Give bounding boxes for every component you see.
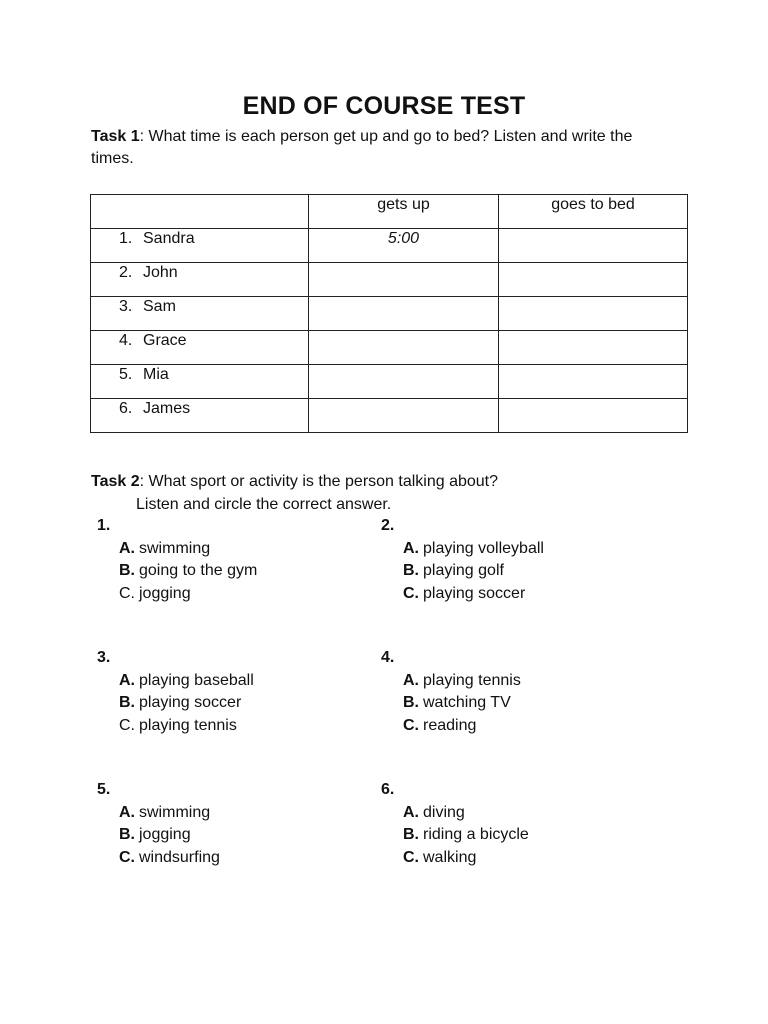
option-letter: A. [403, 671, 419, 689]
task1-text: : What time is each person get up and go to bed? Listen and write the times. [91, 128, 633, 167]
option-letter: C. [119, 848, 135, 866]
question-number: 2. [381, 517, 395, 534]
question-number: 1. [97, 517, 111, 534]
option-text: jogging [139, 584, 191, 602]
task1-instructions [91, 126, 671, 170]
option-a[interactable] [375, 670, 521, 693]
question-6 [375, 779, 529, 869]
option-c[interactable] [375, 847, 529, 870]
gets-up-cell[interactable] [309, 263, 499, 297]
option-a[interactable] [91, 538, 257, 561]
goes-to-bed-cell[interactable] [499, 297, 688, 331]
option-letter: A. [403, 539, 419, 557]
option-text: windsurfing [139, 848, 220, 866]
person-name: Sandra [143, 230, 195, 247]
header-name [91, 195, 309, 229]
goes-to-bed-cell[interactable] [499, 229, 688, 263]
table-row [91, 263, 688, 297]
option-c[interactable] [91, 847, 220, 870]
gets-up-cell[interactable] [309, 399, 499, 433]
option-a[interactable] [375, 538, 544, 561]
question-4 [375, 647, 521, 737]
table-row [91, 297, 688, 331]
option-letter: C. [403, 716, 419, 734]
table-row [91, 365, 688, 399]
option-text: playing tennis [423, 671, 521, 689]
task2-line2: Listen and circle the correct answer. [136, 496, 392, 513]
option-letter: C. [403, 584, 419, 602]
option-b[interactable] [91, 824, 220, 847]
option-letter: B. [119, 826, 135, 843]
name-cell [91, 331, 309, 365]
person-name: Mia [143, 366, 169, 383]
option-c[interactable] [375, 583, 544, 606]
times-table [90, 194, 688, 433]
option-letter: B. [119, 562, 135, 579]
task2-text: : What sport or activity is the person talking about? [139, 473, 499, 490]
option-letter: C. [403, 848, 419, 866]
question-number: 6. [381, 781, 395, 798]
question-2 [375, 515, 544, 605]
option-text: jogging [139, 826, 191, 843]
option-text: playing soccer [423, 584, 526, 602]
option-letter: B. [403, 826, 419, 843]
option-b[interactable] [375, 824, 529, 847]
option-text: reading [423, 716, 477, 734]
row-number: 4. [119, 332, 133, 349]
option-letter: B. [403, 694, 419, 711]
person-name: Sam [143, 298, 176, 315]
option-a[interactable] [375, 802, 529, 825]
goes-to-bed-cell[interactable] [499, 263, 688, 297]
table-row [91, 399, 688, 433]
person-name: Grace [143, 332, 187, 349]
option-text: playing tennis [139, 716, 237, 734]
question-3 [91, 647, 254, 737]
option-text: swimming [139, 803, 211, 821]
option-letter: C. [119, 716, 135, 734]
task2-instructions [91, 470, 498, 516]
header-gets-up: gets up [309, 195, 499, 229]
option-letter: A. [119, 671, 135, 689]
name-cell [91, 399, 309, 433]
gets-up-value: 5:00 [387, 230, 420, 247]
row-number: 3. [119, 298, 133, 315]
option-text: walking [423, 848, 477, 866]
name-cell [91, 263, 309, 297]
option-text: riding a bicycle [423, 826, 529, 843]
option-text: going to the gym [139, 562, 258, 579]
option-b[interactable] [375, 692, 521, 715]
question-number: 5. [97, 781, 111, 798]
option-text: playing baseball [139, 671, 254, 689]
row-number: 1. [119, 230, 133, 247]
question-number: 4. [381, 649, 395, 666]
table-row [91, 331, 688, 365]
name-cell [91, 365, 309, 399]
option-letter: B. [403, 562, 419, 579]
goes-to-bed-cell[interactable] [499, 365, 688, 399]
task1-label: Task 1 [91, 128, 140, 145]
task2-label: Task 2 [91, 473, 140, 490]
option-a[interactable] [91, 670, 254, 693]
gets-up-cell[interactable] [309, 365, 499, 399]
goes-to-bed-cell[interactable] [499, 399, 688, 433]
row-number: 2. [119, 264, 133, 281]
option-c[interactable] [91, 715, 254, 738]
gets-up-cell[interactable] [309, 229, 499, 263]
question-1 [91, 515, 257, 605]
name-cell [91, 297, 309, 331]
option-b[interactable] [91, 560, 257, 583]
option-text: swimming [139, 539, 211, 557]
option-letter: A. [403, 803, 419, 821]
person-name: James [143, 400, 191, 417]
table-header-row [91, 195, 688, 229]
option-text: diving [423, 803, 465, 821]
option-c[interactable] [375, 715, 521, 738]
person-name: John [143, 264, 178, 281]
gets-up-cell[interactable] [309, 297, 499, 331]
row-number: 5. [119, 366, 133, 383]
option-letter: B. [119, 694, 135, 711]
goes-to-bed-cell[interactable] [499, 331, 688, 365]
option-b[interactable] [91, 692, 254, 715]
option-text: watching TV [423, 694, 511, 711]
option-letter: C. [119, 584, 135, 602]
header-goes-to-bed: goes to bed [499, 195, 688, 229]
option-a[interactable] [91, 802, 220, 825]
row-number: 6. [119, 400, 133, 417]
option-text: playing volleyball [423, 539, 544, 557]
gets-up-cell[interactable] [309, 331, 499, 365]
task2-line1 [91, 470, 498, 493]
question-number: 3. [97, 649, 111, 666]
table-row [91, 229, 688, 263]
option-c[interactable] [91, 583, 257, 606]
option-text: playing soccer [139, 694, 242, 711]
option-text: playing golf [423, 562, 504, 579]
option-letter: A. [119, 803, 135, 821]
page-title: END OF COURSE TEST [242, 92, 526, 120]
question-5 [91, 779, 220, 869]
option-letter: A. [119, 539, 135, 557]
name-cell [91, 229, 309, 263]
option-b[interactable] [375, 560, 544, 583]
